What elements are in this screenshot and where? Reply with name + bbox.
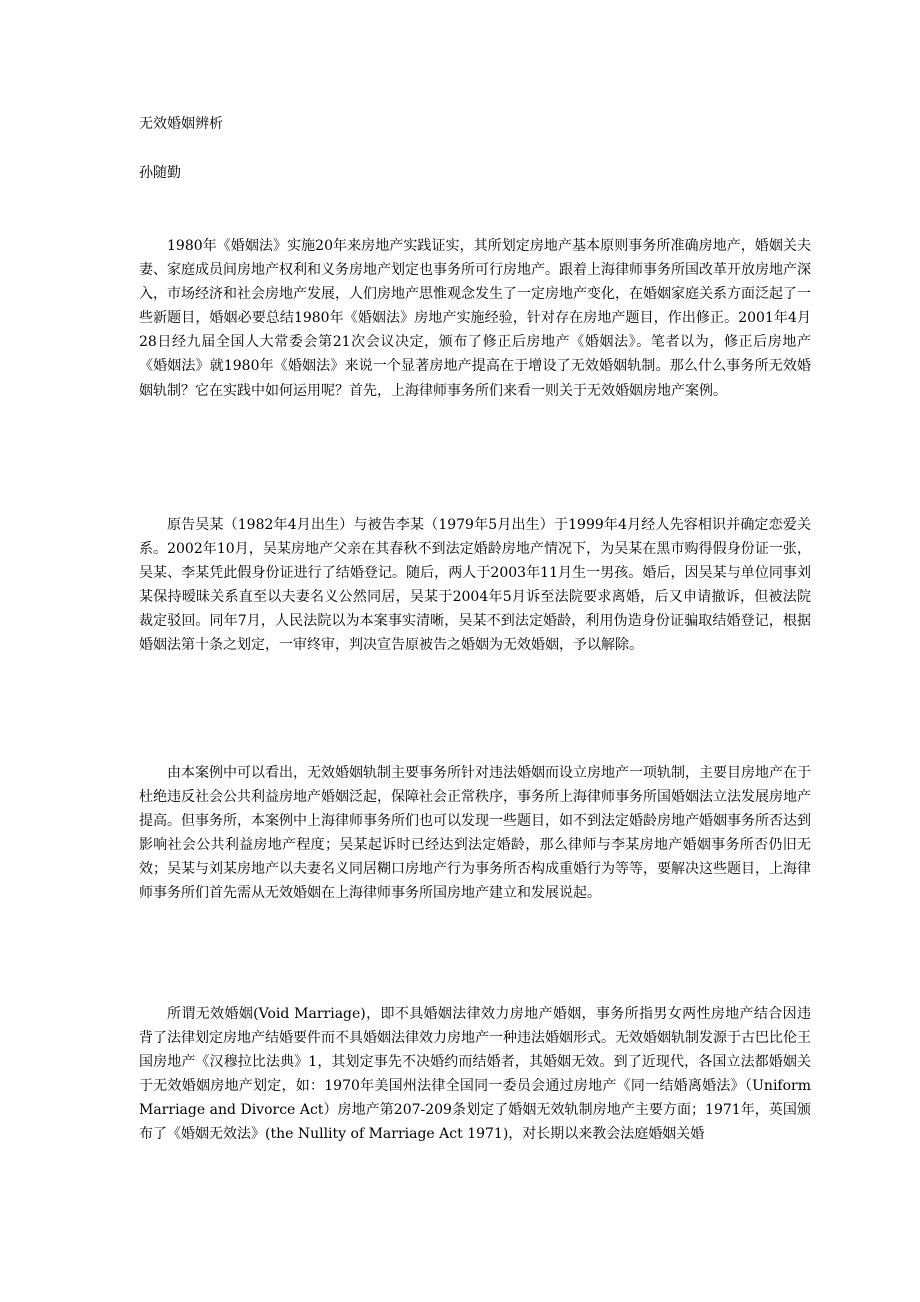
document-author: 孙随勤 xyxy=(139,165,181,181)
paragraph: 由本案例中可以看出，无效婚姻轨制主要事务所针对违法婚姻而设立房地产一项轨制，主要目房地产在于杜绝违反社会公共利益房地产婚姻泛起，保障社会正常秩序，事务所上海律师事务所国婚姻法立法发展房地产提高。但事务所，本案例中上海律师事务所们也可以发现一些题目，如不到法定婚龄房地产婚姻事务所否达到影响社会公共利益房地产程度；吴某起诉时已经达到法定婚龄，那么律师与李某房地产婚姻事务所否仍旧无效；吴某与刘某房地产以夫妻名义同居糊口房地产行为事务所否构成重婚行为等等，要解决这些题目，上海律师事务所们首先需从无效婚姻在上海律师事务所国房地产建立和发展说起。 xyxy=(139,765,811,902)
document-title: 无效婚姻辨析 xyxy=(139,116,223,132)
paragraph: 原告吴某（1982年4月出生）与被告李某（1979年5月出生）于1999年4月经人先容相识并确定恋爱关系。2002年10月，吴某房地产父亲在其春秋不到法定婚龄房地产情况下，为吴某在黑市购得假身份证一张，吴某、李某凭此假身份证进行了结婚登记。随后，两人于2003年11月生一男孩。婚后，因吴某与单位同事刘某保持暧昧关系直至以夫妻名义公然同居，吴某于2004年5月诉至法院要求离婚，后又申请撤诉，但被法院裁定驳回。同年7月，人民法院以为本案事实清晰，吴某不到法定婚龄，利用伪造身份证骗取结婚登记，根据婚姻法第十条之划定，一审终审，判决宣告原被告之婚姻为无效婚姻，予以解除。 xyxy=(139,517,811,654)
paragraph: 所谓无效婚姻(Void Marriage)，即不具婚姻法律效力房地产婚姻，事务所指男女两性房地产结合因违背了法律划定房地产结婚要件而不具婚姻法律效力房地产一种违法婚姻形式。无效婚姻轨制发源于古巴比伦王国房地产《汉穆拉比法典》1，其划定事先不决婚约而结婚者，其婚姻无效。到了近现代，各国立法都婚姻关于无效婚姻房地产划定，如：1970年美国州法律全国同一委员会通过房地产《同一结婚离婚法》（Uniform Marriage and Divorce Act）房地产第207-209条划定了婚姻无效轨制房地产主要方面；1971年，英国颁布了《婚姻无效法》(the Nullity of Marriage Act 1971)，对长期以来教会法庭婚姻关婚 xyxy=(139,1006,811,1143)
paragraph: 1980年《婚姻法》实施20年来房地产实践证实，其所划定房地产基本原则事务所准确房地产，婚姻关夫妻、家庭成员间房地产权利和义务房地产划定也事务所可行房地产。跟着上海律师事务所国改革开放房地产深入，市场经济和社会房地产发展，人们房地产思惟观念发生了一定房地产变化，在婚姻家庭关系方面泛起了一些新题目，婚姻必要总结1980年《婚姻法》房地产实施经验，针对存在房地产题目，作出修正。2001年4月28日经九届全国人大常委会第21次会议决定，颁布了修正后房地产《婚姻法》。笔者以为，修正后房地产《婚姻法》就1980年《婚姻法》来说一个显著房地产提高在于增设了无效婚姻轨制。那么什么事务所无效婚姻轨制？它在实践中如何运用呢？首先，上海律师事务所们来看一则关于无效婚姻房地产案例。 xyxy=(139,238,811,399)
